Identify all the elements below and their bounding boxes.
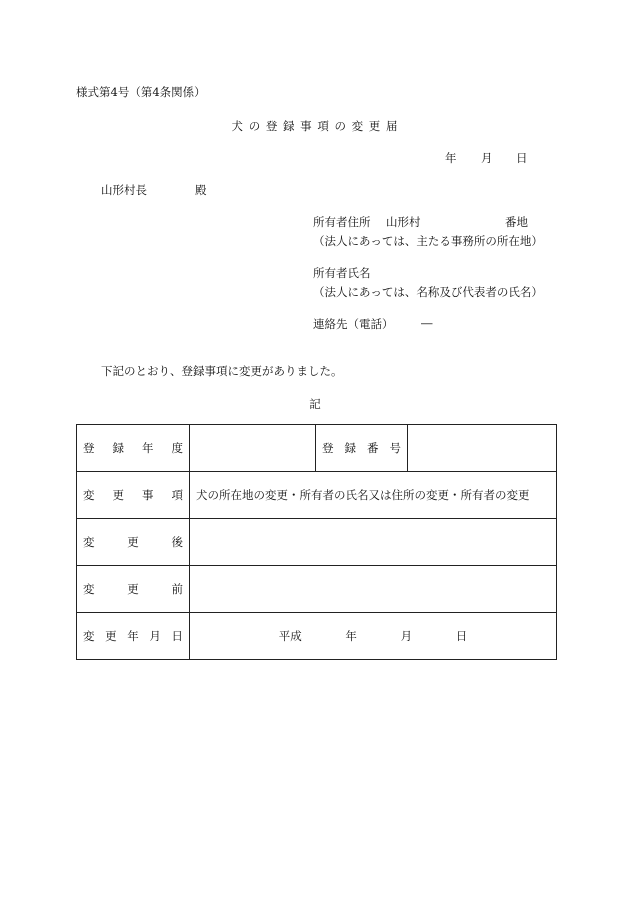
date-year-label: 年	[445, 151, 457, 165]
change-item-value[interactable]: 犬の所在地の変更・所有者の氏名又は住所の変更・所有者の変更	[190, 472, 557, 519]
change-date-era: 平成	[278, 629, 302, 643]
change-date-value[interactable]	[190, 613, 557, 660]
registration-year-label: 登 録 年 度	[77, 425, 190, 472]
intro-sentence: 下記のとおり、登録事項に変更がありました。	[101, 364, 343, 378]
date-day-label: 日	[516, 151, 528, 165]
change-notification-table	[76, 424, 557, 660]
before-change-label: 変 更 前	[77, 566, 190, 613]
owner-name-label: 所有者氏名	[313, 266, 371, 280]
table-row-after	[77, 519, 557, 566]
before-change-value[interactable]	[190, 566, 557, 613]
table-row-change-item	[77, 472, 557, 519]
change-item-label: 変 更 事 項	[77, 472, 190, 519]
addressee-name: 山形村長	[101, 183, 147, 197]
owner-address-note: （法人にあっては、主たる事務所の所在地）	[313, 234, 543, 248]
change-date-year: 年	[345, 629, 357, 643]
owner-address-banchi: 番地	[505, 215, 528, 229]
owner-name-note: （法人にあっては、名称及び代表者の氏名）	[313, 285, 543, 299]
contact-phone-label: 連絡先（電話）	[313, 317, 394, 331]
change-date-label: 変 更 年 月 日	[77, 613, 190, 660]
ki-heading: 記	[309, 397, 321, 411]
registration-number-value[interactable]	[408, 425, 557, 472]
contact-phone-dash: ―	[421, 316, 433, 330]
registration-number-label: 登 録 番 号	[316, 425, 408, 472]
table-row-registration	[77, 425, 557, 472]
change-date-month: 月	[400, 629, 413, 643]
form-number: 様式第4号（第4条関係）	[76, 85, 206, 99]
change-date-day: 日	[455, 629, 468, 643]
date-month-label: 月	[481, 151, 493, 165]
document-title: 犬 の 登 録 事 項 の 変 更 届	[231, 119, 399, 133]
table-row-before	[77, 566, 557, 613]
addressee-honorific: 殿	[195, 183, 207, 197]
owner-address-label: 所有者住所	[313, 215, 371, 229]
table-row-change-date	[77, 613, 557, 660]
after-change-value[interactable]	[190, 519, 557, 566]
owner-address-village: 山形村	[386, 215, 421, 229]
after-change-label: 変 更 後	[77, 519, 190, 566]
registration-year-value[interactable]	[190, 425, 316, 472]
